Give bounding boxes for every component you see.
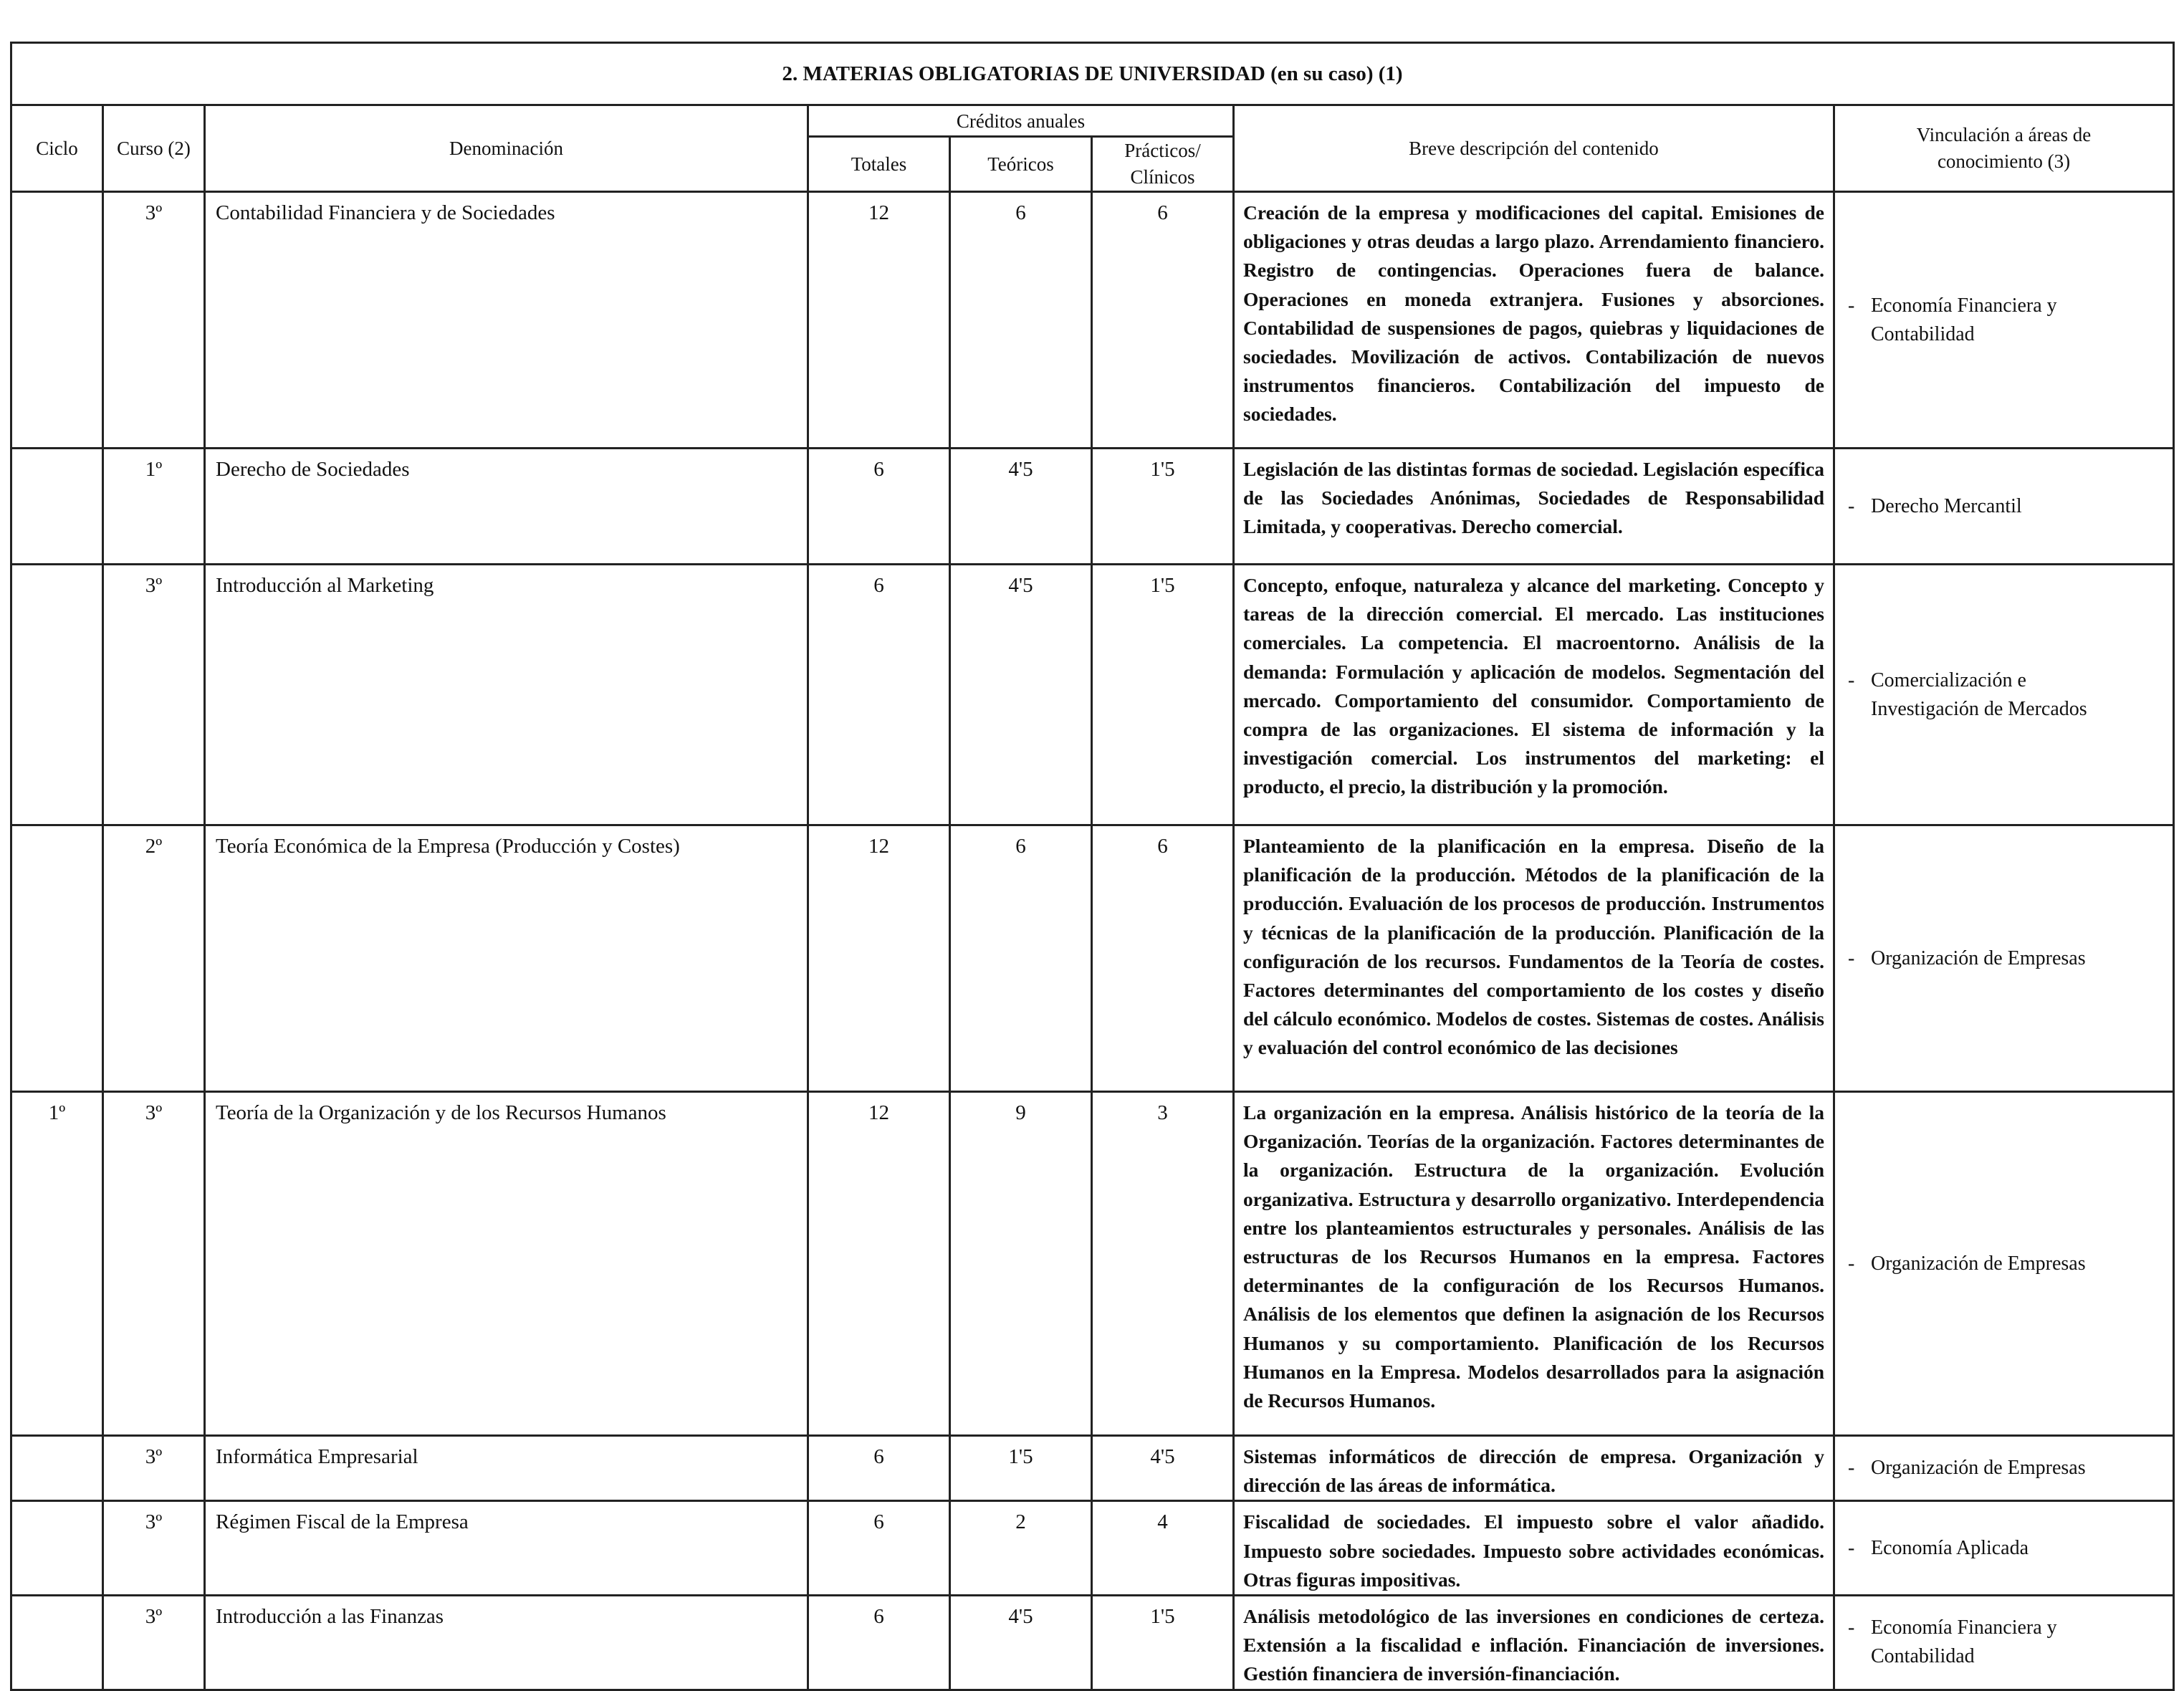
vinculacion-cell	[1834, 1596, 2174, 1690]
table-row	[11, 449, 2174, 565]
curso-cell: 3º	[103, 192, 205, 449]
ciclo-cell: 1º	[11, 1092, 103, 1436]
teoricos-cell: 6	[950, 825, 1092, 1092]
denominacion-cell: Régimen Fiscal de la Empresa	[205, 1501, 808, 1596]
practicos-cell: 1'5	[1092, 449, 1234, 565]
ciclo-cell	[11, 565, 103, 825]
descripcion-cell: Sistemas informáticos de dirección de empresa. Organización y dirección de las áreas de informática.	[1234, 1436, 1834, 1501]
denominacion-cell: Derecho de Sociedades	[205, 449, 808, 565]
denominacion-cell: Introducción a las Finanzas	[205, 1596, 808, 1690]
header-descripcion: Breve descripción del contenido	[1234, 105, 1834, 192]
descripcion-cell: Fiscalidad de sociedades. El impuesto sobre el valor añadido. Impuesto sobre sociedades. Impuesto sobre actividades económicas. Otras figuras impositivas.	[1234, 1501, 1834, 1596]
area-line2: Contabilidad	[1871, 322, 1975, 345]
descripcion-cell: Análisis metodológico de las inversiones en condiciones de certeza. Extensión a la fiscalidad e inflación. Financiación de inversiones. Gestión financiera de inversión-financiación.	[1234, 1596, 1834, 1690]
practicos-cell: 4'5	[1092, 1436, 1234, 1501]
header-creditos: Créditos anuales	[808, 105, 1234, 137]
bullet-dash: -	[1848, 669, 1855, 691]
totales-cell: 12	[808, 1092, 950, 1436]
vinculacion-cell	[1834, 1436, 2174, 1501]
totales-cell: 6	[808, 1596, 950, 1690]
area-line1: Organización de Empresas	[1871, 1252, 2086, 1275]
practicos-cell: 6	[1092, 192, 1234, 449]
header-totales: Totales	[808, 137, 950, 192]
denominacion-cell: Teoría Económica de la Empresa (Producción y Costes)	[205, 825, 808, 1092]
table-row	[11, 192, 2174, 449]
bullet-dash: -	[1848, 1457, 1855, 1480]
vinculacion-cell	[1834, 1092, 2174, 1436]
curso-cell: 3º	[103, 565, 205, 825]
vinculacion-cell	[1834, 449, 2174, 565]
ciclo-cell	[11, 1436, 103, 1501]
table-row	[11, 1436, 2174, 1501]
curso-cell: 2º	[103, 825, 205, 1092]
vinculacion-cell	[1834, 1501, 2174, 1596]
teoricos-cell: 2	[950, 1501, 1092, 1596]
curso-cell: 3º	[103, 1436, 205, 1501]
header-practicos: Prácticos/ Clínicos	[1092, 137, 1234, 192]
ciclo-cell	[11, 1501, 103, 1596]
practicos-cell: 1'5	[1092, 565, 1234, 825]
header-denominacion: Denominación	[205, 105, 808, 192]
table-row	[11, 825, 2174, 1092]
totales-cell: 6	[808, 1501, 950, 1596]
header-ciclo: Ciclo	[11, 105, 103, 192]
area-line1: Organización de Empresas	[1871, 947, 2086, 969]
ciclo-cell	[11, 449, 103, 565]
totales-cell: 6	[808, 1436, 950, 1501]
denominacion-cell: Informática Empresarial	[205, 1436, 808, 1501]
denominacion-cell: Contabilidad Financiera y de Sociedades	[205, 192, 808, 449]
ciclo-cell	[11, 1596, 103, 1690]
header-curso: Curso (2)	[103, 105, 205, 192]
subjects-table	[10, 42, 2175, 1691]
bullet-dash: -	[1848, 1536, 1855, 1559]
ciclo-cell	[11, 192, 103, 449]
table-row	[11, 1596, 2174, 1690]
denominacion-cell: Teoría de la Organización y de los Recursos Humanos	[205, 1092, 808, 1436]
totales-cell: 12	[808, 192, 950, 449]
teoricos-cell: 6	[950, 192, 1092, 449]
teoricos-cell: 1'5	[950, 1436, 1092, 1501]
descripcion-cell: Creación de la empresa y modificaciones del capital. Emisiones de obligaciones y otras deudas a largo plazo. Arrendamiento financiero. Registro de contingencias. Operaciones fuera de balance. Operaciones en moneda extranjera. Fusiones y absorciones. Contabilidad de suspensiones de pagos, quiebras y liquidaciones de sociedades. Movilización de activos. Contabilización de nuevos instrumentos financieros. Contabilización del impuesto de sociedades.	[1234, 192, 1834, 449]
vinculacion-cell	[1834, 825, 2174, 1092]
curso-cell: 3º	[103, 1596, 205, 1690]
descripcion-cell: Concepto, enfoque, naturaleza y alcance del marketing. Concepto y tareas de la dirección comercial. El mercado. Las instituciones comerciales. La competencia. El macroentorno. Análisis de la demanda: Formulación y aplicación de modelos. Segmentación del mercado. Comportamiento del consumidor. Comportamiento de compra de las organizaciones. El sistema de información y la investigación comercial. Los instrumentos del marketing: el producto, el precio, la distribución y la promoción.	[1234, 565, 1834, 825]
curso-cell: 3º	[103, 1092, 205, 1436]
practicos-cell: 3	[1092, 1092, 1234, 1436]
area-line1: Economía Financiera y	[1871, 294, 2057, 317]
descripcion-cell: Planteamiento de la planificación en la empresa. Diseño de la planificación de la producción. Métodos de la planificación de la producción. Evaluación de los procesos de producción. Instrumentos y técnicas de la planificación de la producción. Planificación de la configuración de los recursos. Fundamentos de la Teoría de costes. Factores determinantes del comportamiento de los costes y diseño del cálculo económico. Modelos de costes. Sistemas de costes. Análisis y evaluación del control económico de las decisiones	[1234, 825, 1834, 1092]
table-title: 2. MATERIAS OBLIGATORIAS DE UNIVERSIDAD (en su caso) (1)	[11, 43, 2174, 105]
bullet-dash: -	[1848, 1252, 1855, 1275]
descripcion-cell: La organización en la empresa. Análisis histórico de la teoría de la Organización. Teorías de la organización. Factores determinantes de la organización. Estructura de la organización. Evolución organizativa. Estructura y desarrollo organizativo. Interdependencia entre los planteamientos estructurales y personales. Análisis de las estructuras de los Recursos Humanos en la empresa. Factores determinantes de la configuración de los Recursos Humanos. Análisis de los elementos que definen la asignación de los Recursos Humanos y su comportamiento. Planificación de los Recursos Humanos en la Empresa. Modelos desarrollados para la asignación de Recursos Humanos.	[1234, 1092, 1834, 1436]
curriculum-sheet	[10, 42, 2173, 1685]
area-line1: Comercialización e	[1871, 669, 2026, 691]
table-row	[11, 565, 2174, 825]
table-row	[11, 1501, 2174, 1596]
curso-cell: 1º	[103, 449, 205, 565]
practicos-cell: 1'5	[1092, 1596, 1234, 1690]
bullet-dash: -	[1848, 947, 1855, 969]
curso-cell: 3º	[103, 1501, 205, 1596]
area-line2: Contabilidad	[1871, 1645, 1975, 1668]
area-line2: Investigación de Mercados	[1871, 697, 2087, 720]
header-teoricos: Teóricos	[950, 137, 1092, 192]
vinculacion-cell	[1834, 192, 2174, 449]
descripcion-cell: Legislación de las distintas formas de sociedad. Legislación específica de las Sociedades Anónimas, Sociedades de Responsabilidad Limitada, y cooperativas. Derecho comercial.	[1234, 449, 1834, 565]
teoricos-cell: 4'5	[950, 449, 1092, 565]
area-line1: Derecho Mercantil	[1871, 494, 2022, 517]
teoricos-cell: 4'5	[950, 1596, 1092, 1690]
header-vinculacion: Vinculación a áreas de conocimiento (3)	[1834, 105, 2174, 192]
vinculacion-cell	[1834, 565, 2174, 825]
totales-cell: 12	[808, 825, 950, 1092]
totales-cell: 6	[808, 565, 950, 825]
teoricos-cell: 9	[950, 1092, 1092, 1436]
table-row	[11, 1092, 2174, 1436]
practicos-cell: 6	[1092, 825, 1234, 1092]
ciclo-cell	[11, 825, 103, 1092]
area-line1: Economía Financiera y	[1871, 1616, 2057, 1639]
bullet-dash: -	[1848, 1616, 1855, 1639]
totales-cell: 6	[808, 449, 950, 565]
bullet-dash: -	[1848, 494, 1855, 517]
bullet-dash: -	[1848, 294, 1855, 317]
denominacion-cell: Introducción al Marketing	[205, 565, 808, 825]
area-line1: Economía Aplicada	[1871, 1536, 2029, 1559]
area-line1: Organización de Empresas	[1871, 1457, 2086, 1480]
practicos-cell: 4	[1092, 1501, 1234, 1596]
teoricos-cell: 4'5	[950, 565, 1092, 825]
